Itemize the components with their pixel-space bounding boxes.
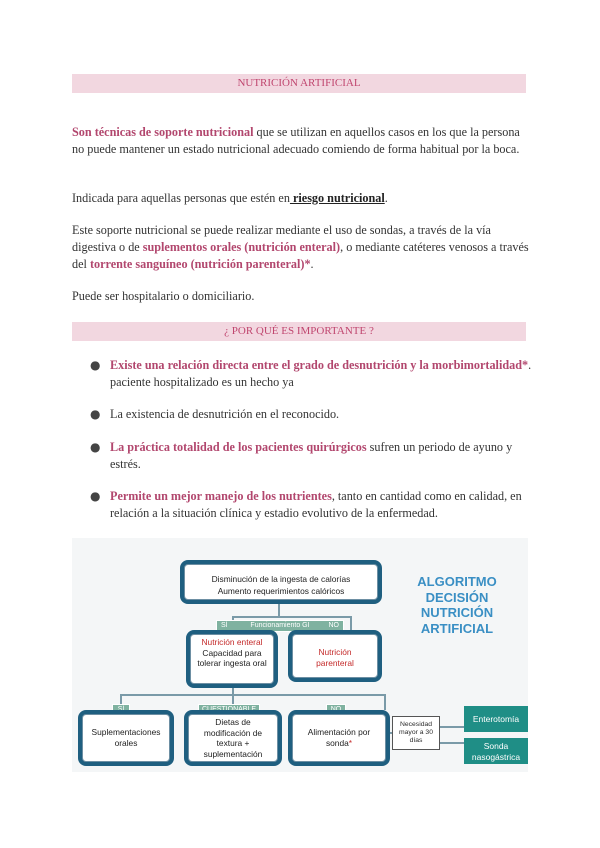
intro-text: que se utilizan en aquellos casos en los que la persona no puede mantener un estado nutricional adecuado comiendo de forma habitual por la boca. — [72, 125, 520, 156]
torrente-sanguineo: torrente sanguíneo (nutrición parenteral)* — [89, 257, 311, 271]
suplementos-orales: suplementos orales (nutrición enteral) — [142, 240, 341, 254]
soporte-paragraph — [72, 222, 532, 273]
connector — [232, 616, 352, 618]
bullet-nutrientes-highlight: Permite un mejor manejo de los nutrientes — [110, 489, 332, 503]
parenteral-line1: Nutrición — [318, 647, 352, 657]
alimentacion-text — [293, 727, 385, 749]
diagram-title — [392, 574, 522, 636]
alimentacion-box — [292, 714, 386, 762]
sonda-box: Sonda nasogástrica — [464, 738, 528, 764]
enteral-label: Nutrición enteral — [201, 637, 263, 647]
necesidad-box: Necesidad mayor a 30 días — [392, 716, 440, 750]
riesgo-nutricional: riesgo nutricional — [289, 191, 385, 205]
bullet-relacion-text: . paciente hospitalizado es un hecho ya — [110, 358, 532, 389]
bottom-no-tag: NO — [326, 704, 346, 715]
parenteral-line2: parenteral — [316, 658, 354, 668]
connector — [350, 616, 352, 630]
algorithm-diagram — [72, 538, 528, 772]
connector — [384, 694, 386, 710]
bullet-quirurgicos-highlight: La práctica totalidad de los pacientes quirúrgicos — [110, 440, 367, 454]
dietas-text: Dietas de modificación de textura + suplementación — [203, 717, 263, 759]
dietas-box — [188, 714, 278, 762]
top-box — [184, 564, 378, 600]
section-title-nutricion: NUTRICIÓN ARTIFICIAL — [72, 74, 526, 93]
connector — [440, 742, 464, 744]
bullet-dot: ● — [90, 407, 101, 421]
aumento-text: Aumento requerimientos calóricos — [217, 586, 345, 596]
alimentacion-label: Alimentación por sonda — [307, 727, 371, 748]
enterotomia-box: Enterotomía — [464, 706, 528, 732]
bullet-dot: ● — [90, 440, 101, 454]
title-line: NUTRICIÓN — [420, 605, 494, 620]
bullet-relacion-highlight: Existe una relación directa entre el grado de desnutrición y la morbimortalidad* — [110, 358, 529, 372]
soporte-text-a: Este soporte nutricional se puede realizar mediante el uso de sondas, a través de la vía digestiva o de — [72, 223, 491, 254]
bullet-quirurgicos — [110, 439, 535, 473]
soporte-text-c: . — [310, 257, 314, 271]
cuestionable-tag: CUESTIONABLE — [198, 704, 260, 715]
soporte-text-b: , o mediante catéteres venosos a través del — [72, 240, 529, 271]
bullet-relacion — [110, 357, 535, 391]
title-line: DECISIÓN — [425, 589, 489, 605]
capacidad-text: Capacidad para tolerar ingesta oral — [197, 647, 267, 668]
funcionamiento-label: Funcionamiento GI — [250, 622, 310, 629]
func-no-tag: NO — [328, 622, 339, 629]
parenteral-box — [292, 634, 378, 678]
connector — [440, 726, 464, 728]
bottom-si-tag: SÍ — [112, 704, 130, 715]
bullet-dot: ● — [90, 358, 101, 372]
section-title-importante: ¿ POR QUÉ ES IMPORTANTE ? — [72, 322, 526, 341]
bullet-existencia: La existencia de desnutrición en el reconocido. — [110, 407, 340, 421]
bullet-dot: ● — [90, 489, 101, 503]
indicada-end: . — [384, 191, 388, 205]
intro-highlight: Son técnicas de soporte nutricional — [72, 125, 254, 139]
indicada-paragraph — [72, 190, 532, 207]
func-si-tag: SÍ — [221, 622, 228, 629]
bullet-quirurgicos-text: sufren un periodo de ayuno y estrés. — [110, 440, 513, 471]
connector — [120, 694, 384, 696]
domicilio-paragraph: Puede ser hospitalario o domiciliario. — [72, 289, 255, 303]
indicada-text: Indicada para aquellas personas que estén en — [72, 191, 290, 205]
intro-paragraph — [72, 124, 532, 158]
funcionamiento-strip — [216, 620, 344, 632]
bullet-nutrientes-text: , tanto en cantidad como en calidad, en relación a la situación clínica y estadio evolutivo de la enfermedad. — [110, 489, 522, 520]
suplementaciones-text: Suplementaciones orales — [91, 727, 161, 748]
suplementaciones-box — [82, 714, 170, 762]
disminucion-text: Disminución de la ingesta de calorías — [211, 574, 351, 584]
bullet-nutrientes — [110, 488, 535, 522]
title-line: ALGORITMO — [417, 574, 497, 589]
enteral-box — [190, 634, 274, 684]
asterisk: * — [348, 738, 353, 748]
connector — [278, 604, 280, 616]
title-line: ARTIFICIAL — [420, 620, 494, 636]
